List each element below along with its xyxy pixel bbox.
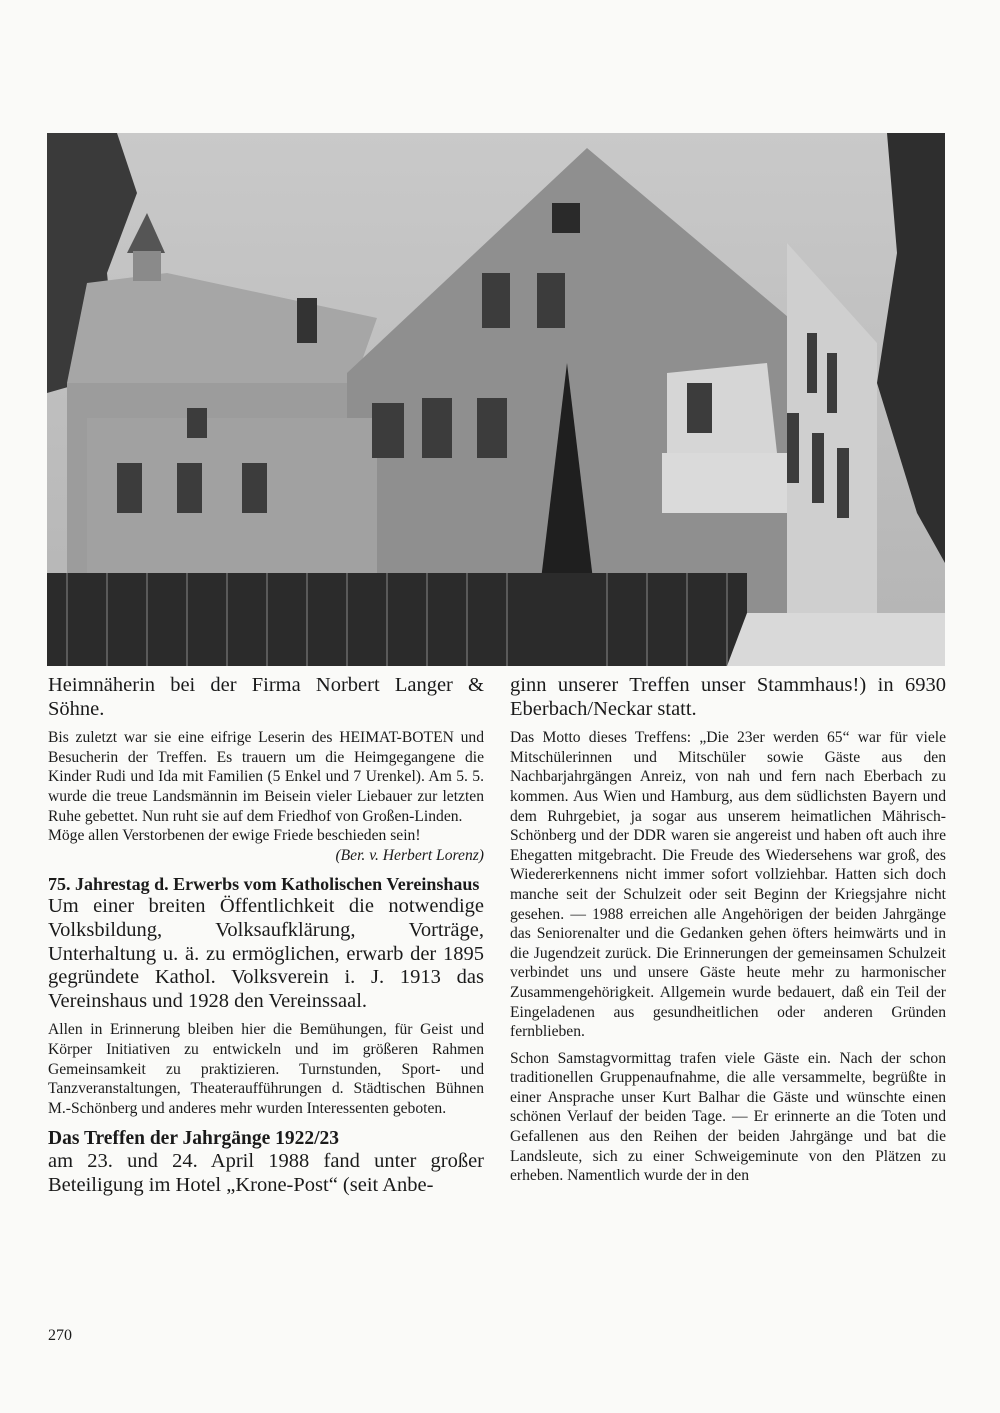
signature-row xyxy=(48,846,484,866)
left-column xyxy=(48,674,484,1197)
obituary-paragraph: Bis zuletzt war sie eine eifrige Leserin des HEIMAT-BOTEN und Besucherin der Treffen. Es trauern um die Heimgegangene die Kinder Rudi und Ida mit Familien (5 Enkel und 7 Urenkel). Am 5. 5. wurde die treue Landsmännin im Beisein vieler Liebauer zur letzten Ruhe gebettet. Nun ruht sie auf dem Friedhof von Großen-Linden. xyxy=(48,729,484,825)
lead-continued: ginn unserer Treffen unser Stammhaus!) in 6930 Eberbach/Neckar statt. xyxy=(510,674,946,720)
intro-line: Heimnäherin bei der Firma Norbert Langer & Söhne. xyxy=(48,674,484,720)
motto-paragraph: Das Motto dieses Treffens: „Die 23er werden 65“ war für viele Mitschülerinnen und Mitschüler sowie Gäste aus den Nachbarjahrgängen Anreiz, von nah und fern nach Eberbach zu kommen. Aus Wien und Hamburg, aus dem südlichsten Bayern und dem Ruhrgebiet, ja sogar aus unserem heimatlichen Mährisch-Schönberg und der DDR waren sie angereist und haben oft auch ihre Ehegatten mitgebracht. Die Freude des Wiedersehens war groß, des Wiedererkennens nicht immer sofort vollziehbar. Hatten sich doch manche seit der Schulzeit oder seit Beginn der Kriegsjahre nicht gesehen. — 1988 erreichen alle Angehörigen der beiden Jahrgänge das Seniorenalter und die Gedanken gehen öfters heimwärts und in die Jugendzeit zurück. Die Erinnerungen der gemeinsamen Schulzeit verbindet uns und unsere Gäste heute mehr zu harmonischer Zusammengehörigkeit. Allgemein wurde bedauert, daß ein Teil der Eingeladenen aus gesundheitlichen oder anderen Gründen fernblieben. xyxy=(510,729,946,1041)
section-heading-treffen: Das Treffen der Jahrgänge 1922/23 xyxy=(48,1128,340,1150)
building-illustration xyxy=(47,133,945,666)
building-photo xyxy=(47,133,945,666)
page-number: 270 xyxy=(48,1327,72,1344)
section-lead-treffen: am 23. und 24. April 1988 fand unter großer Beteiligung im Hotel „Krone-Post“ (seit Anbe- xyxy=(48,1150,484,1196)
right-column xyxy=(510,674,946,1186)
wish-paragraph: Möge allen Verstorbenen der ewige Friede beschieden sein! xyxy=(48,827,421,845)
section-body-vereinshaus: Allen in Erinnerung bleiben hier die Bemühungen, für Geist und Körper Initiativen zu entwickeln und im größeren Rahmen Gemeinsamkeit zu praktizieren. Turnstunden, Sport- und Tanzveranstaltungen, Theateraufführungen d. Städtischen Bühnen M.-Schönberg und anderes mehr wurden Interessenten geboten. xyxy=(48,1021,484,1117)
samstag-paragraph: Schon Samstagvormittag trafen viele Gäste ein. Nach der schon traditionellen Gruppenaufnahme, die alle versammelte, begrüßte in einer Ansprache unser Kurt Balhar die Gäste und wünschte einen schönen Verlauf der beiden Tage. — Er erinnerte an die Toten und Gefallenen aus den Reihen der beiden Jahrgänge und bat die Landsleute, sich zu einer Schweigeminute von den Plätzen zu erheben. Namentlich wurde der in den xyxy=(510,1049,946,1185)
section-heading-vereinshaus: 75. Jahrestag d. Erwerbs vom Katholischen Vereinshaus xyxy=(48,874,480,895)
author-signature: (Ber. v. Herbert Lorenz) xyxy=(335,846,484,864)
section-lead-vereinshaus: Um einer breiten Öffentlichkeit die notwendige Volksbildung, Volksaufklärung, Vorträge, Unterhaltung u. ä. zu ermöglichen, erwarb der 1895 gegründete Kathol. Volksverein i. J. 1913 das Vereinshaus und 1928 den Vereinssaal. xyxy=(48,895,484,1012)
